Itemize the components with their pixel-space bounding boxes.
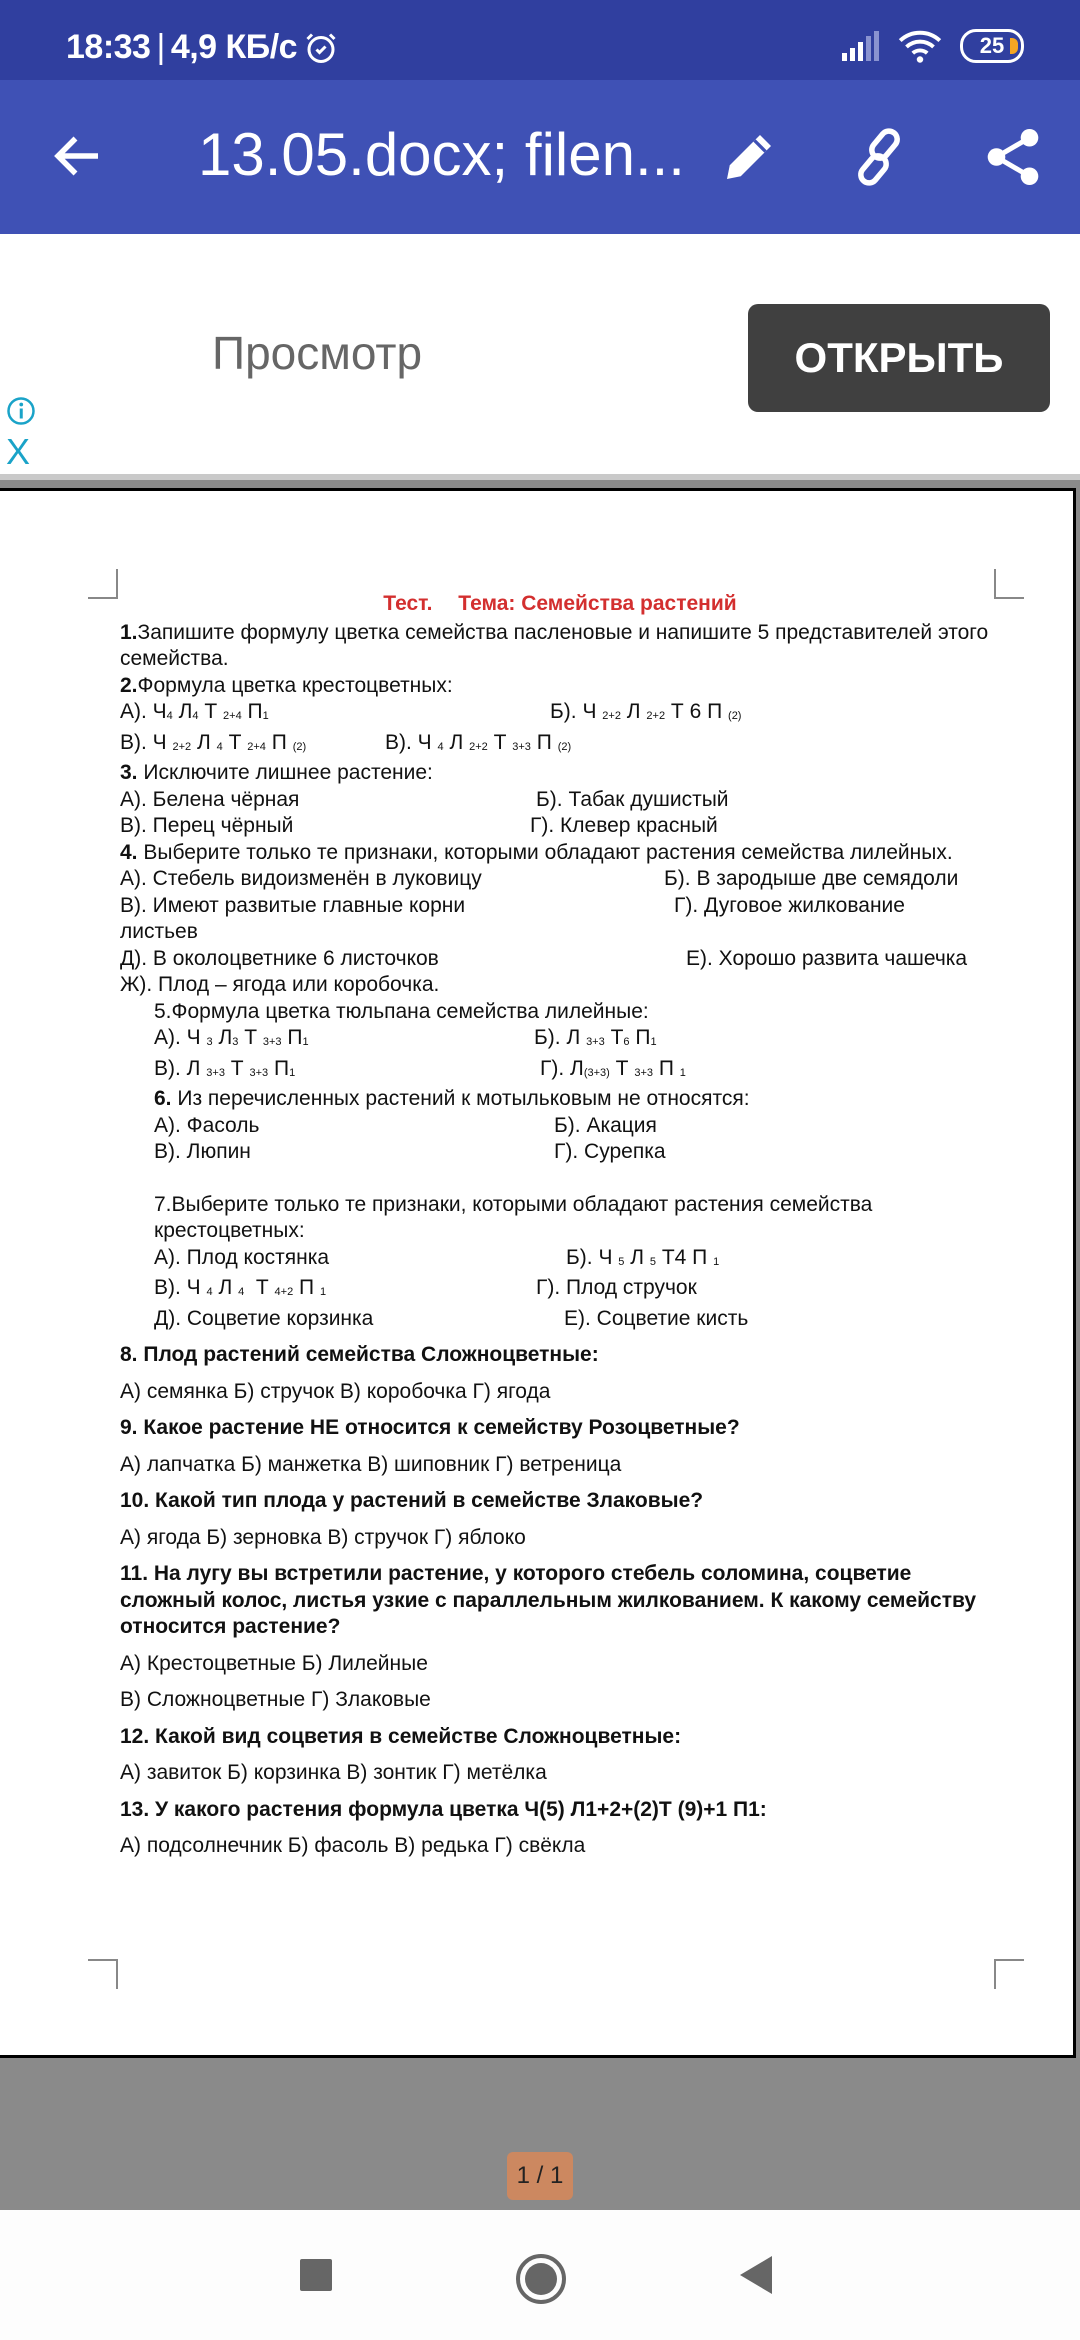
page-indicator: 1 / 1 xyxy=(507,2152,573,2200)
question-1 xyxy=(120,620,1000,673)
q5-option-c: В). Л $_{3+3}$ Т $_{3+3}$ $П_1$ xyxy=(154,1056,296,1080)
document-title: 13.05.docx; filen... xyxy=(198,121,685,188)
network-speed: 4,9 КБ/с xyxy=(170,28,298,66)
q7-options-row3 xyxy=(154,1306,1000,1333)
q4-option-a: А). Стебель видоизменён в луковицу xyxy=(120,867,482,890)
q4-number: 4. xyxy=(120,840,138,864)
q2-number: 2. xyxy=(120,673,138,697)
question-8: 8. Плод растений семейства Сложноцветные: xyxy=(120,1343,599,1366)
margin-corner-bottom-right xyxy=(994,1959,1024,1989)
pencil-icon[interactable] xyxy=(716,124,782,190)
status-bar xyxy=(0,0,1080,80)
question-5-block xyxy=(120,999,1000,1333)
q4-option-g: Ж). Плод – ягода или коробочка. xyxy=(120,973,440,996)
document-content xyxy=(120,591,1000,1860)
q3-options-row1 xyxy=(120,787,1000,814)
share-icon[interactable] xyxy=(980,124,1046,190)
q2-text: Формула цветка крестоцветных: xyxy=(137,673,453,697)
navigation-bar xyxy=(0,2210,1080,2340)
close-icon[interactable]: X xyxy=(6,431,31,472)
q6-option-c: В). Люпин xyxy=(154,1140,251,1163)
q3-text: Исключите лишнее растение: xyxy=(137,761,433,784)
app-bar xyxy=(0,80,1080,234)
q9-answers: А) лапчатка Б) манжетка В) шиповник Г) ветреница xyxy=(120,1452,622,1476)
document-page[interactable] xyxy=(0,488,1076,2058)
q11-answers-1: А) Крестоцветные Б) Лилейные xyxy=(120,1651,428,1675)
status-time: 18:33 xyxy=(66,28,151,66)
q3-option-a: А). Белена чёрная xyxy=(120,787,300,811)
q2-options-row2 xyxy=(120,730,1000,761)
ad-open-button[interactable]: ОТКРЫТЬ xyxy=(748,304,1050,412)
doc-title xyxy=(120,591,1000,618)
q5-options-row2 xyxy=(154,1056,1000,1087)
question-4 xyxy=(120,840,1000,867)
q7-option-a: А). Плод костянка xyxy=(154,1245,330,1269)
q12-answers: А) завиток Б) корзинка В) зонтик Г) метёлка xyxy=(120,1761,547,1784)
q7-option-f: Е). Соцветие кисть xyxy=(564,1306,749,1330)
q3-options-row2 xyxy=(120,813,1000,840)
recent-apps-icon[interactable] xyxy=(300,2259,332,2291)
q13-answers: А) подсолнечник Б) фасоль В) редька Г) свёкла xyxy=(120,1834,586,1857)
signal-icon xyxy=(840,31,880,61)
q5-option-b: Б). Л $_{3+3}$ $Т_6$ $П_1$ xyxy=(534,1026,657,1049)
q7-options-row2 xyxy=(154,1275,1000,1306)
q6-options-row1 xyxy=(154,1113,1000,1140)
margin-corner-bottom-left xyxy=(88,1959,118,1989)
q4-options-row3 xyxy=(120,946,1000,973)
title-test: Тест. xyxy=(383,592,433,615)
q4-option-f: Е). Хорошо развита чашечка xyxy=(686,946,968,970)
question-12: 12. Какой вид соцветия в семействе Сложноцветные: xyxy=(120,1724,682,1748)
status-right xyxy=(840,28,1024,64)
q5-option-d: Г). $Л_{(3+3)}$ Т $_{3+3}$ П $_1$ xyxy=(540,1056,686,1080)
q7-option-e: Д). Соцветие корзинка xyxy=(154,1306,374,1330)
q7-option-c: В). Ч $_4$ Л $_4$ Т $_{4+2}$ П $_1$ xyxy=(154,1276,327,1299)
question-11: 11. На лугу вы встретили растение, у которого стебель соломина, соцветие сложный колос, листья узкие с параллельным жилкованием. К какому семейству относится растение? xyxy=(120,1562,977,1638)
q1-text: Запишите формулу цветка семейства пасленовые и напишите 5 представителей этого семейства. xyxy=(120,620,989,670)
q4-option-c: В). Имеют развитые главные корни xyxy=(120,893,466,917)
q5-text: 5.Формула цветка тюльпана семейства лилейные: xyxy=(154,999,649,1023)
wifi-icon xyxy=(898,28,942,64)
q7-option-d: Г). Плод стручок xyxy=(536,1276,697,1299)
battery-level: 25 xyxy=(979,33,1005,58)
q4-options-row2 xyxy=(120,893,1000,920)
q3-number: 3. xyxy=(120,761,138,784)
q6-option-b: Б). Акация xyxy=(554,1113,657,1137)
q4-option-b: Б). В зародыше две семядоли xyxy=(664,867,959,890)
q2-option-b: Б). Ч $_{2+2}$ Л $_{2+2}$ Т 6 П $_{(2)}$ xyxy=(550,700,742,723)
margin-corner-top-left xyxy=(88,569,118,599)
battery-indicator xyxy=(960,29,1024,63)
q8-answers: А) семянка Б) стручок В) коробочка Г) ягода xyxy=(120,1379,551,1403)
question-13: 13. У какого растения формула цветка Ч(5) Л1+2+(2)Т (9)+1 П1: xyxy=(120,1797,767,1821)
status-separator: | xyxy=(156,28,165,66)
ad-banner[interactable] xyxy=(0,234,1080,480)
home-icon[interactable] xyxy=(516,2254,566,2304)
q11-answers-2: В) Сложноцветные Г) Злаковые xyxy=(120,1688,431,1711)
q6-options-row2 xyxy=(154,1139,1000,1166)
q4-options-row1 xyxy=(120,866,1000,893)
q1-number: 1. xyxy=(120,620,138,644)
q2-option-c: В). Ч $_{2+2}$ Л $_4$ Т $_{2+4}$ П $_{(2)}$ xyxy=(120,730,307,754)
q6-option-d: Г). Сурепка xyxy=(554,1140,666,1163)
q2-option-a: А). $Ч_4$ $Л_4$ Т $_{2+4}$ $П_1$ xyxy=(120,700,269,723)
back-arrow-icon[interactable] xyxy=(48,126,108,186)
status-left xyxy=(66,28,339,67)
q3-option-c: В). Перец чёрный xyxy=(120,814,294,837)
q3-option-d: Г). Клевер красный xyxy=(530,814,718,837)
question-10: 10. Какой тип плода у растений в семействе Злаковые? xyxy=(120,1489,704,1512)
ad-text: Просмотр xyxy=(212,327,423,379)
q7-options-row1 xyxy=(154,1245,1000,1276)
q4-text: Выберите только те признаки, которыми обладают растения семейства лилейных. xyxy=(137,840,953,864)
question-9: 9. Какое растение НЕ относится к семейству Розоцветные? xyxy=(120,1416,740,1439)
title-topic: Тема: Семейства растений xyxy=(458,592,737,615)
q5-option-a: А). Ч $_3$ $Л_3$ Т $_{3+3}$ $П_1$ xyxy=(154,1026,309,1049)
q4-option-e: Д). В околоцветнике 6 листочков xyxy=(120,946,439,970)
question-3 xyxy=(120,760,1000,787)
question-2 xyxy=(120,673,1000,700)
info-icon[interactable] xyxy=(6,396,36,426)
q5-options-row1 xyxy=(154,1025,1000,1056)
q10-answers: А) ягода Б) зерновка В) стручок Г) яблоко xyxy=(120,1525,526,1549)
q6-text: Из перечисленных растений к мотыльковым не относятся: xyxy=(171,1087,750,1110)
battery-tip xyxy=(1010,38,1018,54)
q6-number: 6. xyxy=(154,1087,172,1110)
q3-option-b: Б). Табак душистый xyxy=(536,787,729,811)
q4-option-d-continued: листьев xyxy=(120,920,198,943)
q4-option-d: Г). Дуговое жилкование xyxy=(674,893,905,917)
q2-option-d: В). Ч $_4$ Л $_{2+2}$ Т $_{3+3}$ П $_{(2)}$ xyxy=(385,730,572,754)
q7-text: 7.Выберите только те признаки, которыми обладают растения семейства крестоцветных: xyxy=(154,1192,873,1242)
question-6 xyxy=(154,1086,1000,1113)
q7-option-b: Б). Ч $_5$ Л $_5$ Т4 П $_1$ xyxy=(566,1245,720,1269)
back-icon[interactable] xyxy=(740,2256,772,2294)
alarm-icon xyxy=(303,30,339,66)
link-icon[interactable] xyxy=(846,124,912,190)
q6-option-a: А). Фасоль xyxy=(154,1113,260,1137)
q2-options-row1 xyxy=(120,699,1000,730)
